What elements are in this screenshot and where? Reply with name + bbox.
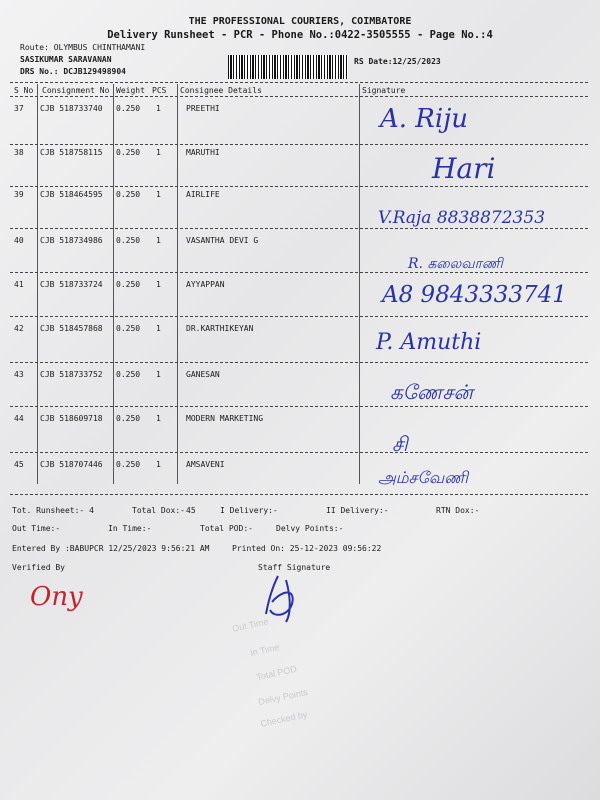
verified-signature: Ony [30, 582, 83, 612]
row-consignment: CJB 518733724 [40, 280, 103, 289]
row-pcs: 1 [156, 370, 161, 379]
row-pcs: 1 [156, 414, 161, 423]
row-signature: P. Amuthi [376, 330, 482, 355]
row-weight: 0.250 [116, 190, 141, 199]
row-consignee: AIRLIFE [186, 190, 220, 199]
row-sno: 44 [14, 414, 24, 423]
row-signature: A8 9843333741 [382, 282, 567, 308]
bleed-through-text: Out Time [231, 616, 270, 634]
row-consignee: MARUTHI [186, 148, 220, 157]
company-title: THE PROFESSIONAL COURIERS, COIMBATORE [188, 16, 412, 27]
row-divider [10, 144, 588, 145]
row-sno: 39 [14, 190, 24, 199]
row-signature: Hari [432, 152, 496, 185]
row-signature: A. Riju [380, 104, 469, 134]
row-signature: கணேசன் [390, 380, 473, 404]
col-header-weight: Weight [116, 86, 145, 95]
row-consignee: DR.KARTHIKEYAN [186, 324, 254, 333]
row-divider [10, 406, 588, 407]
row-weight: 0.250 [116, 104, 141, 113]
rs-date: RS Date:12/25/2023 [354, 57, 441, 66]
row-signature: அம்சவேணி [378, 468, 468, 487]
columns-divider [10, 96, 588, 97]
row-pcs: 1 [156, 280, 161, 289]
printed-on: Printed On: 25-12-2023 09:56:22 [232, 544, 382, 553]
row-consignee: AMSAVENI [186, 460, 225, 469]
row-sno: 37 [14, 104, 24, 113]
tot-runsheet: Tot. Runsheet:- 4 [12, 506, 94, 515]
row-sno: 45 [14, 460, 24, 469]
verified-by-label: Verified By [12, 563, 65, 572]
bleed-through-text: Delvy Points [257, 686, 309, 708]
row-consignee: AYYAPPAN [186, 280, 225, 289]
row-pcs: 1 [156, 460, 161, 469]
entered-by: Entered By :BABUPCR 12/25/2023 9:56:21 AM [12, 544, 210, 553]
row-weight: 0.250 [116, 460, 141, 469]
ii-delivery: II Delivery:- [326, 506, 389, 515]
row-divider [10, 316, 588, 317]
row-pcs: 1 [156, 324, 161, 333]
row-pcs: 1 [156, 148, 161, 157]
delvy-points: Delvy Points:- [276, 524, 344, 533]
runsheet-title: Delivery Runsheet - PCR - Phone No.:0422-3505555 - Page No.:4 [107, 29, 493, 41]
row-divider [10, 362, 588, 363]
row-divider [10, 272, 588, 273]
col-header-consignment: Consignment No [42, 86, 110, 95]
row-divider [10, 228, 588, 229]
row-consignment: CJB 518609718 [40, 414, 103, 423]
row-sno: 42 [14, 324, 24, 333]
bleed-through-text: Total POD [255, 663, 298, 683]
i-delivery: I Delivery:- [220, 506, 278, 515]
header-divider [10, 82, 588, 83]
drs-number: DRS No.: DCJB129498904 [20, 67, 126, 76]
row-divider [10, 452, 588, 453]
staff-signature-label: Staff Signature [258, 563, 331, 572]
row-sno: 41 [14, 280, 24, 289]
out-time: Out Time:- [12, 524, 61, 533]
row-sno: 40 [14, 236, 24, 245]
row-consignee: VASANTHA DEVI G [186, 236, 259, 245]
bleed-through-text: In Time [249, 642, 281, 658]
row-consignment: CJB 518733740 [40, 104, 103, 113]
col-header-signature: Signature [362, 86, 406, 95]
row-sno: 43 [14, 370, 24, 379]
row-consignee: PREETHI [186, 104, 220, 113]
row-pcs: 1 [156, 104, 161, 113]
row-pcs: 1 [156, 190, 161, 199]
col-header-consignee: Consignee Details [180, 86, 262, 95]
row-consignment: CJB 518464595 [40, 190, 103, 199]
row-weight: 0.250 [116, 236, 141, 245]
row-consignment: CJB 518733752 [40, 370, 103, 379]
row-signature: சி [392, 432, 408, 456]
row-consignment: CJB 518707446 [40, 460, 103, 469]
row-sno: 38 [14, 148, 24, 157]
row-pcs: 1 [156, 236, 161, 245]
total-pod: Total POD:- [200, 524, 253, 533]
staff-name: SASIKUMAR SARAVANAN [20, 55, 112, 64]
in-time: In Time:- [108, 524, 152, 533]
row-weight: 0.250 [116, 414, 141, 423]
row-weight: 0.250 [116, 148, 141, 157]
col-header-pcs: PCS [152, 86, 167, 95]
barcode-image [228, 55, 348, 79]
col-header-sno: S No [14, 86, 34, 95]
row-consignment: CJB 518457868 [40, 324, 103, 333]
total-dox-value: 45 [186, 506, 196, 515]
row-consignment: CJB 518758115 [40, 148, 103, 157]
row-signature: R. கலைவாணி [408, 256, 503, 272]
row-consignment: CJB 518734986 [40, 236, 103, 245]
total-dox-label: Total Dox:- [132, 506, 185, 515]
route-label: Route: OLYMBUS CHINTHAMANI [20, 43, 146, 52]
row-divider [10, 186, 588, 187]
row-signature: V.Raja 8838872353 [378, 208, 546, 228]
rtn-dox: RTN Dox:- [436, 506, 480, 515]
row-consignee: GANESAN [186, 370, 220, 379]
table-bottom-divider [10, 494, 588, 495]
row-weight: 0.250 [116, 370, 141, 379]
row-consignee: MODERN MARKETING [186, 414, 264, 423]
row-weight: 0.250 [116, 324, 141, 333]
bleed-through-text: Checked by [259, 709, 309, 729]
row-weight: 0.250 [116, 280, 141, 289]
